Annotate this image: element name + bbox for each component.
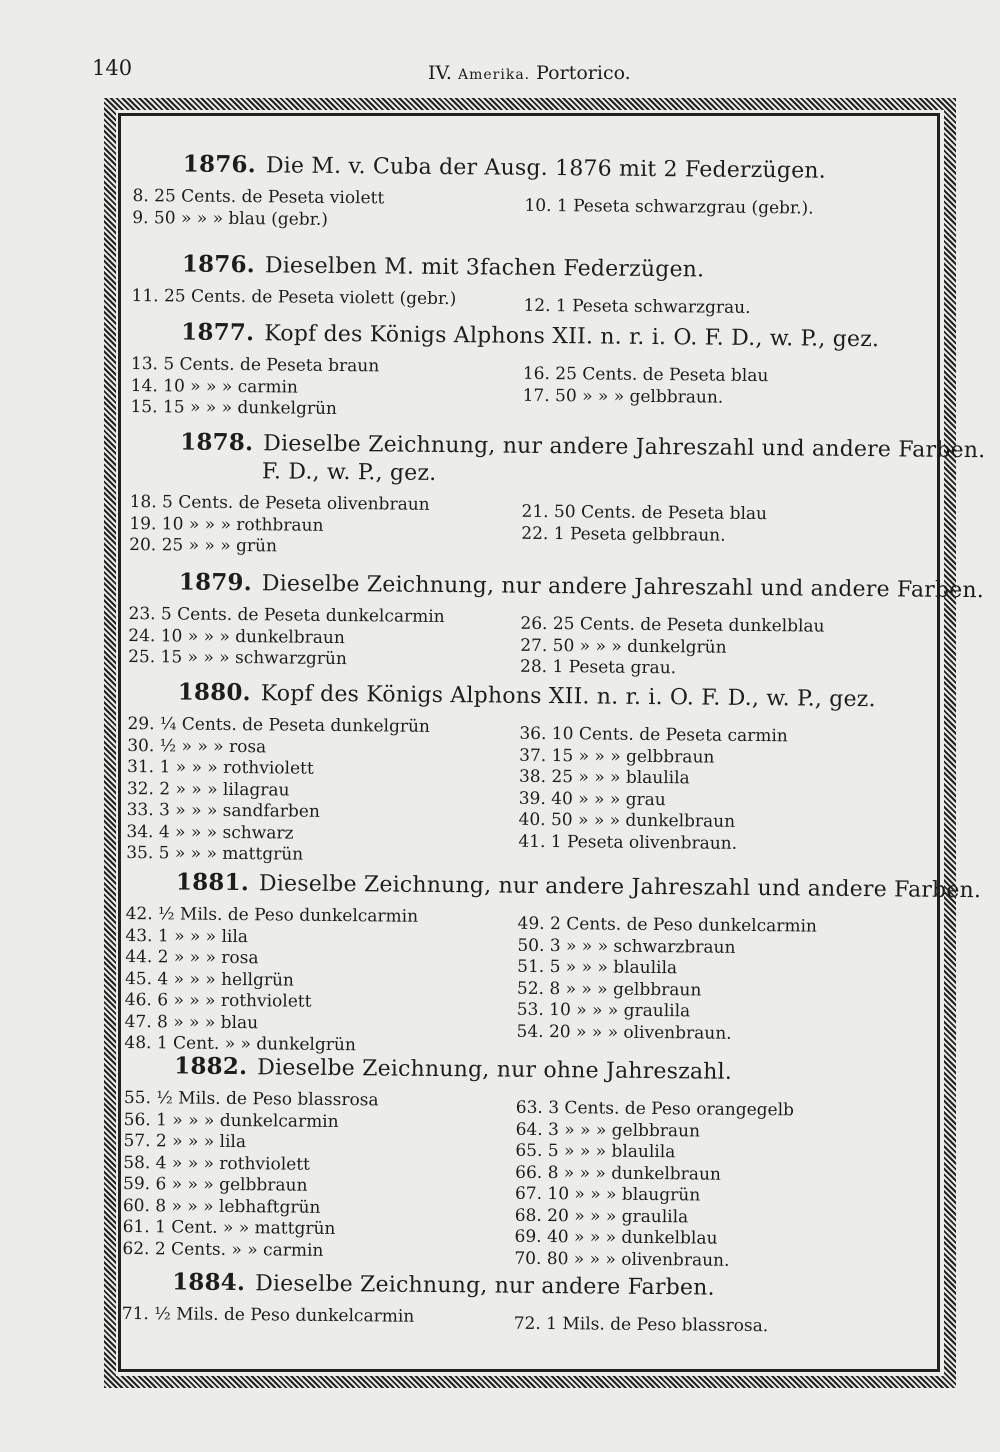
stamp-entry: 64. 3 » » » gelbbraun	[515, 1119, 701, 1141]
section-heading	[182, 250, 705, 282]
stamp-entry: 52. 8 » » » gelbbraun	[516, 978, 702, 1000]
stamp-entry: 29. ¼ Cents. de Peseta dunkelgrün	[127, 713, 431, 737]
stamp-entry: 35. 5 » » » mattgrün	[126, 842, 304, 865]
stamp-entry: 14. 10 » » » carmin	[130, 375, 299, 398]
stamp-entry: 60. 8 » » » lebhaftgrün	[122, 1195, 321, 1218]
section-heading	[179, 568, 984, 603]
section-heading	[183, 150, 826, 183]
stamp-entry: 48. 1 Cent. » » dunkelgrün	[124, 1032, 356, 1056]
stamp-entry: 43. 1 » » » lila	[125, 925, 249, 947]
stamp-entry: 11. 25 Cents. de Peseta violett (gebr.)	[131, 285, 457, 310]
stamp-entry: 32. 2 » » » lilagrau	[126, 778, 290, 801]
stamp-entry: 47. 8 » » » blau	[124, 1011, 259, 1033]
section-title: Die M. v. Cuba der Ausg. 1876 mit 2 Federzügen.	[265, 153, 827, 184]
stamp-entry: 23. 5 Cents. de Peseta dunkelcarmin	[128, 603, 445, 628]
section-year: 1879.	[178, 568, 253, 597]
page-number: 140	[92, 56, 133, 80]
stamp-entry: 30. ½ » » » rosa	[127, 735, 267, 757]
section-year: 1876.	[182, 150, 257, 179]
stamp-entry: 63. 3 Cents. de Peso orangegelb	[515, 1097, 795, 1121]
section-title: Kopf des Königs Alphons XII. n. r. i. O. F. D., w. P., gez.	[260, 681, 876, 713]
stamp-entry: 40. 50 » » » dunkelbraun	[518, 809, 736, 832]
stamp-entry: 66. 8 » » » dunkelbraun	[515, 1162, 721, 1185]
stamp-entry: 19. 10 » » » rothbraun	[129, 513, 324, 536]
stamp-entry: 39. 40 » » » grau	[518, 788, 666, 810]
stamp-entry: 57. 2 » » » lila	[123, 1130, 247, 1153]
stamp-entry: 12. 1 Peseta schwarzgrau.	[523, 295, 751, 318]
stamp-entry: 61. 1 Cent. » » mattgrün	[122, 1216, 336, 1239]
stamp-entry: 42. ½ Mils. de Peso dunkelcarmin	[125, 903, 419, 927]
stamp-entry: 68. 20 » » » graulila	[514, 1205, 689, 1227]
section-year: 1878.	[180, 428, 254, 457]
stamp-entry: 21. 50 Cents. de Peseta blau	[521, 501, 768, 525]
stamp-entry: 51. 5 » » » blaulila	[517, 956, 678, 979]
running-head-country: Portorico.	[536, 62, 631, 84]
stamp-entry: 71. ½ Mils. de Peso dunkelcarmin	[121, 1303, 415, 1327]
section-subtitle: F. D., w. P., gez.	[261, 459, 437, 486]
stamp-entry: 13. 5 Cents. de Peseta braun	[130, 353, 380, 377]
stamp-entry: 16. 25 Cents. de Peseta blau	[522, 363, 769, 387]
section-heading	[180, 428, 985, 463]
stamp-entry: 50. 3 » » » schwarzbraun	[517, 935, 736, 958]
running-head	[428, 62, 631, 84]
stamp-entry: 67. 10 » » » blaugrün	[514, 1183, 701, 1206]
section-year: 1881.	[175, 868, 250, 897]
section-heading	[176, 868, 981, 903]
stamp-entry: 27. 50 » » » dunkelgrün	[520, 635, 727, 658]
stamp-entry: 46. 6 » » » rothviolett	[124, 989, 312, 1012]
section-heading	[174, 1052, 732, 1084]
section-year: 1877.	[181, 318, 255, 347]
stamp-entry: 36. 10 Cents. de Peseta carmin	[519, 723, 788, 747]
stamp-entry: 69. 40 » » » dunkelblau	[514, 1226, 718, 1249]
section-title: Dieselbe Zeichnung, nur ohne Jahreszahl.	[257, 1055, 733, 1085]
stamp-entry: 44. 2 » » » rosa	[125, 946, 259, 969]
section-heading	[172, 1268, 715, 1300]
section-title: Dieselbe Zeichnung, nur andere Jahreszahl und andere Farben.	[263, 431, 986, 464]
stamp-entry: 54. 20 » » » olivenbraun.	[516, 1021, 732, 1044]
section-year: 1880.	[177, 678, 251, 707]
section-title: Kopf des Königs Alphons XII. n. r. i. O. F. D., w. P., gez.	[264, 321, 880, 353]
stamp-entry: 9. 50 » » » blau (gebr.)	[132, 207, 329, 230]
section-year: 1882.	[174, 1052, 248, 1081]
stamp-entry: 26. 25 Cents. de Peseta dunkelblau	[520, 613, 825, 637]
section-title: Dieselbe Zeichnung, nur andere Farben.	[255, 1271, 715, 1301]
section-title: Dieselben M. mit 3fachen Federzügen.	[264, 253, 705, 283]
stamp-entry: 72. 1 Mils. de Peso blassrosa.	[513, 1313, 769, 1337]
section-title: Dieselbe Zeichnung, nur andere Jahreszahl und andere Farben.	[261, 571, 985, 604]
stamp-entry: 20. 25 » » » grün	[129, 534, 278, 557]
stamp-entry: 28. 1 Peseta grau.	[519, 656, 677, 679]
stamp-entry: 49. 2 Cents. de Peso dunkelcarmin	[517, 913, 818, 937]
section-heading	[178, 678, 876, 712]
stamp-entry: 56. 1 » » » dunkelcarmin	[123, 1109, 339, 1132]
stamp-entry: 58. 4 » » » rothviolett	[123, 1152, 311, 1175]
stamp-entry: 10. 1 Peseta schwarzgrau (gebr.).	[524, 195, 814, 219]
stamp-entry: 24. 10 » » » dunkelbraun	[128, 625, 345, 648]
stamp-entry: 33. 3 » » » sandfarben	[126, 799, 320, 822]
stamp-entry: 41. 1 Peseta olivenbraun.	[518, 831, 738, 854]
stamp-entry: 25. 15 » » » schwarzgrün	[128, 646, 347, 670]
section-year: 1876.	[181, 250, 256, 279]
stamp-entry: 59. 6 » » » gelbbraun	[122, 1173, 308, 1196]
stamp-listing	[121, 150, 986, 1358]
stamp-entry: 8. 25 Cents. de Peseta violett	[132, 185, 385, 209]
section-heading	[181, 318, 879, 352]
stamp-entry: 22. 1 Peseta gelbbraun.	[521, 523, 726, 546]
stamp-entry: 38. 25 » » » blaulila	[518, 766, 690, 789]
stamp-entry: 17. 50 » » » gelbbraun.	[522, 385, 724, 408]
stamp-entry: 70. 80 » » » olivenbraun.	[514, 1248, 730, 1271]
stamp-entry: 62. 2 Cents. » » carmin	[122, 1238, 324, 1261]
stamp-entry: 45. 4 » » » hellgrün	[124, 968, 295, 991]
stamp-entry: 31. 1 » » » rothviolett	[126, 756, 314, 779]
stamp-entry: 15. 15 » » » dunkelgrün	[130, 396, 337, 419]
stamp-entry: 34. 4 » » » schwarz	[126, 821, 294, 844]
stamp-entry: 65. 5 » » » blaulila	[515, 1140, 676, 1163]
stamp-entry: 18. 5 Cents. de Peseta olivenbraun	[129, 491, 430, 515]
section-title: Dieselbe Zeichnung, nur andere Jahreszahl und andere Farben.	[258, 871, 982, 904]
running-head-section: Amerika.	[458, 67, 531, 83]
stamp-entry: 53. 10 » » » graulila	[516, 999, 691, 1022]
section-year: 1884.	[172, 1268, 246, 1297]
stamp-entry: 37. 15 » » » gelbbraun	[519, 745, 715, 768]
running-head-part: IV.	[428, 62, 452, 84]
stamp-entry: 55. ½ Mils. de Peso blassrosa	[123, 1087, 379, 1111]
